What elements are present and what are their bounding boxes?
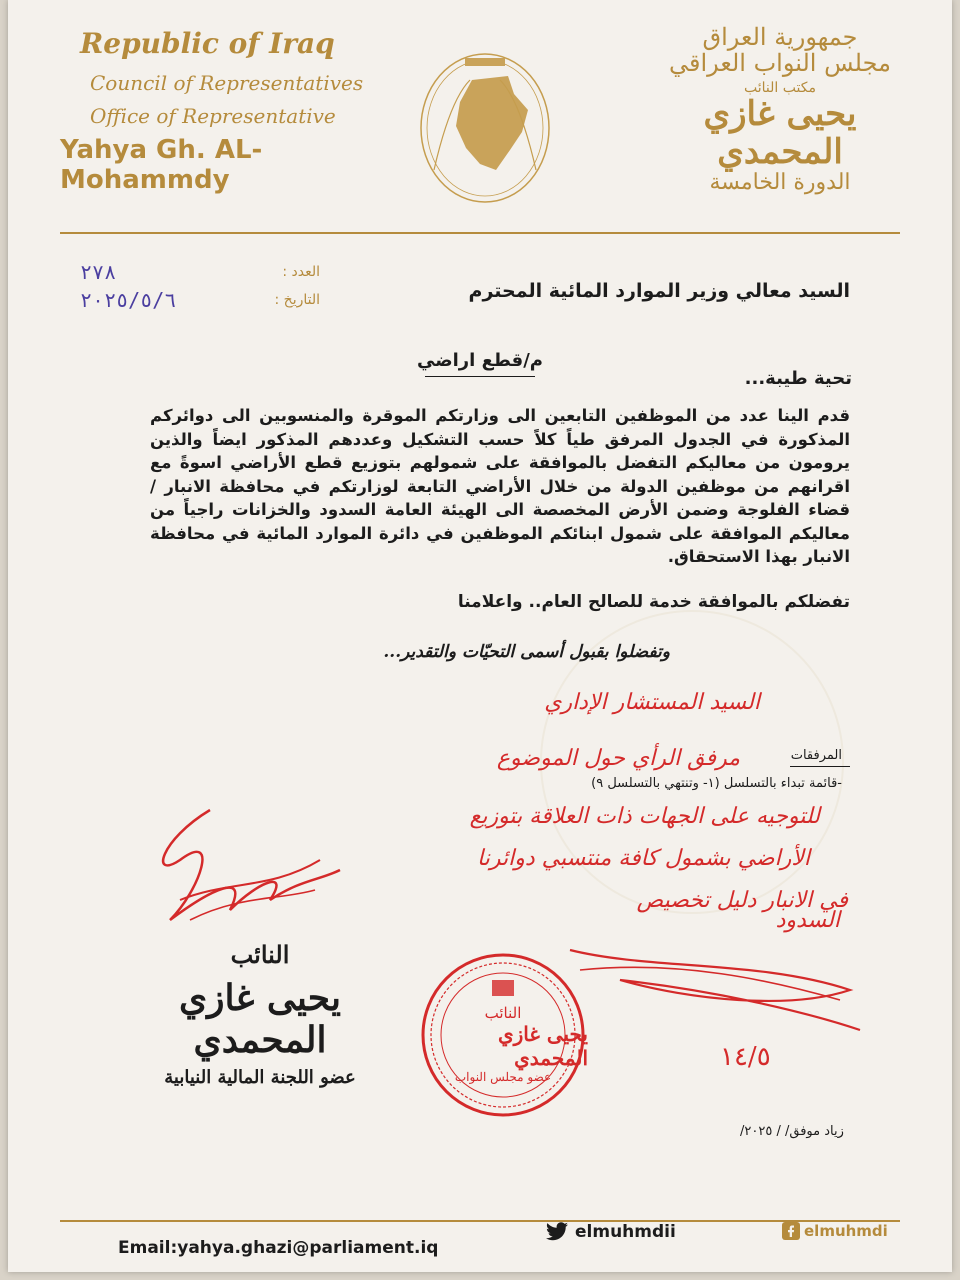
attachments-underline: [790, 766, 850, 767]
annotation-line: السيد المستشار الإداري: [544, 690, 760, 715]
handwritten-signature: [560, 930, 870, 1040]
facebook-icon: [782, 1222, 800, 1240]
regards: وتفضلوا بقبول أسمى التحيّات والتقدير...: [383, 642, 670, 662]
header-english: [60, 28, 420, 196]
footer-twitter[interactable]: [545, 1222, 676, 1242]
reference-box: [80, 258, 320, 314]
header-ar-name: يحيى غازي المحمدي: [703, 94, 857, 172]
header-en-office: Office of Representative: [90, 104, 336, 129]
stamp-text: [418, 950, 588, 1120]
letter-date: ٢٠٢٥/٥/٦: [80, 288, 177, 312]
subject-underline: [425, 376, 535, 377]
letter-number: ٢٧٨: [80, 260, 117, 284]
attachments-text: -قائمة تبداء بالتسلسل (١- وتنتهي بالتسلسل ٩): [591, 776, 842, 791]
annotation-line: السدود: [775, 908, 840, 933]
date-label: التاريخ :: [274, 292, 320, 308]
twitter-bird-icon: [545, 1222, 569, 1242]
annotation-line: في الانبار دليل تخصيص: [636, 888, 848, 913]
stamp-line: عضو مجلس النواب: [454, 1070, 552, 1084]
typist-reference: زياد موفق/ / ٢٠٢٥/: [740, 1124, 844, 1139]
signature-block: [110, 940, 410, 1088]
header-ar-country: جمهورية العراق: [702, 23, 858, 51]
stamp-line: يحيى غازي المحمدي: [497, 1022, 588, 1070]
header-arabic: [650, 24, 910, 195]
addressee: السيد معالي وزير الموارد المائية المحترم: [468, 280, 850, 302]
iraq-map-emblem: [410, 40, 560, 210]
annotation-line: للتوجيه على الجهات ذات العلاقة بتوزيع: [469, 804, 820, 829]
signature-title: النائب: [230, 940, 290, 969]
header-ar-council: مجلس النواب العراقي: [669, 49, 891, 78]
attachments-label: المرفقات: [790, 748, 842, 763]
closing-request: تفضلكم بالموافقة خدمة للصالح العام.. واعلامنا: [457, 592, 850, 612]
signature-role: عضو اللجنة المالية النيابية: [164, 1067, 356, 1088]
footer-divider: [60, 1220, 900, 1222]
header-en-council: Council of Representatives: [90, 71, 364, 96]
header-en-name: Yahya Gh. AL-Mohammdy: [60, 135, 263, 196]
annotation-line: مرفق الرأي حول الموضوع: [496, 746, 740, 771]
subject: م/قطع اراضي: [417, 350, 543, 371]
twitter-handle: elmuhmdii: [575, 1222, 676, 1242]
number-label: العدد :: [282, 264, 320, 280]
facebook-handle: elmuhmdi: [804, 1222, 888, 1240]
stamp-line: النائب: [484, 1004, 522, 1022]
header-ar-session: الدورة الخامسة: [709, 169, 851, 195]
header-divider: [60, 232, 900, 234]
footer-facebook[interactable]: [782, 1222, 888, 1240]
greeting: تحية طيبة...: [744, 368, 852, 389]
annotation-reference: ١٤/٥: [720, 1042, 771, 1072]
footer-email[interactable]: Email:yahya.ghazi@parliament.iq: [118, 1238, 439, 1258]
letter-body: قدم الينا عدد من الموظفين التابعين الى وزارتكم الموقرة والمنسوبين الى دوائركم المذكورة في الجدول المرفق طياً كلاً حسب التشكيل وعددهم المذكور ايضاً والذين يرومون من معاليكم التفضل بالموافقة على شمولهم بتوزيع قطع الأراضي اسوةً مع اقرانهم من موظفين الدولة من خلال الأراضي التابعة لوزارتكم في محافظة الانبار / قضاء الفلوجة وضمن الأرض المخصصة الى الهيئة العامة السدود والخزانات راجياً من معاليكم الموافقة على شمول ابنائكم الموظفين في دائرة الموارد المائية في محافظة الانبار بهذا الاستحقاق.: [150, 406, 850, 566]
signature-name: يحيى غازي المحمدي: [178, 977, 342, 1061]
header-en-country: Republic of Iraq: [80, 27, 335, 60]
handwritten-signature: [140, 800, 350, 940]
header-ar-office: مكتب النائب: [744, 79, 816, 96]
annotation-line: الأراضي بشمول كافة منتسبي دوائرنا: [477, 846, 810, 871]
